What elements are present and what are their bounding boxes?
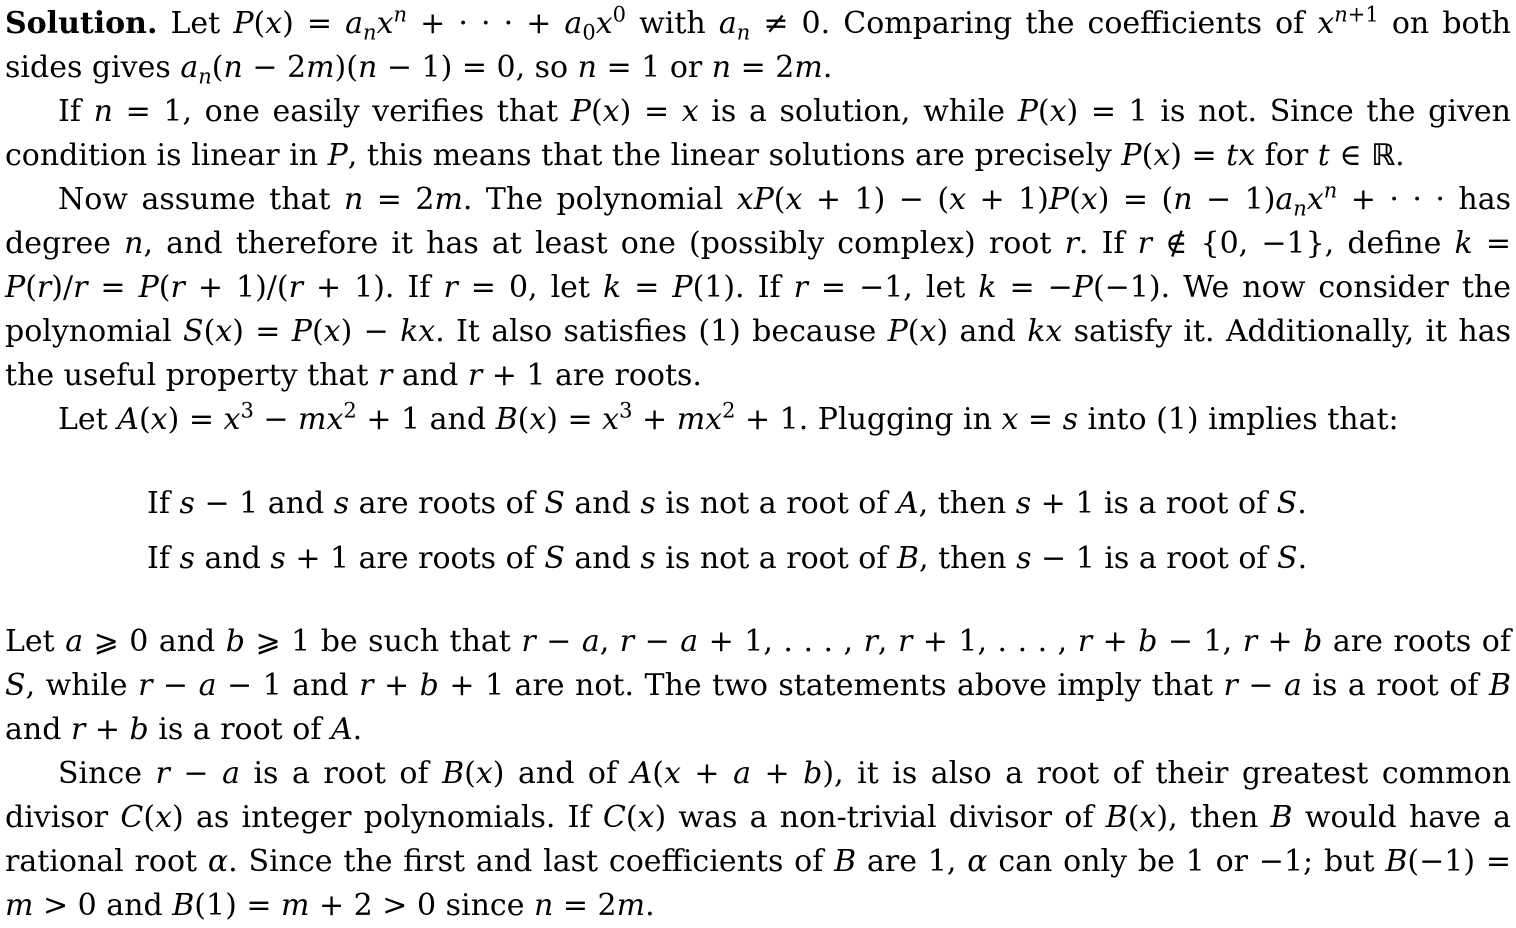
paragraph-4: Let $A(x) = x^3 - mx^2 + 1$ and $B(x) = x^3 + mx^2 + 1$. Plugging in x = s into (1) implies that: [58,398,1399,437]
paragraph-5: Let a ⩾ 0 and b ⩾ 1 be such that r − a, r − a + 1, . . . , r, r + 1, . . . , r + b − 1, r + b are roots of S, while r − a − 1 and r + b + 1 are not. The two statements above imply that r − a is a root of B and r + b is a root of A. [5,624,1512,747]
paragraph-3: Now assume that n = 2m. The polynomial $xP(x + 1) - (x + 1)P(x) = (n - 1)a_nx^n$ + · · · has degree n, and therefore it has at least one (possibly complex) root r. If r ∉ {0, −1}, define k = P(r)/r = P(r + 1)/(r + 1). If r = 0, let k = P(1). If r = −1, let k = −P(−1). We now consider the polynomial S(x) = P(x) − kx. It also satisfies (1) because P(x) and kx satisfy it. Additionally, it has the useful property that r and r + 1 are roots. [5,178,1512,393]
paragraph-6: Since r − a is a root of B(x) and of A(x + a + b), it is also a root of their greatest common divisor C(x) as integer polynomials. If C(x) was a non-trivial divisor of B(x), then B would have a rational root α. Since the first and last coefficients of B are 1, α can only be 1 or −1; but B(−1) = m > 0 and B(1) = m + 2 > 0 since n = 2m. [5,756,1512,923]
solution-label: Solution. [5,6,158,41]
display-statement-2: If s and s + 1 are roots of S and s is not a root of B, then s − 1 is a root of S. [147,541,1308,576]
paragraph-1-body: Let $P(x) = a_nx^n$ + · · · + $a_0x^0$ with $a_n \ne 0$. Comparing the coefficients of $x^{n+1}$ on both sides gives $a_n(n - 2m)(n - 1) = 0$, so n = 1 or n = 2m. [5,2,1511,89]
display-statement-1: If s − 1 and s are roots of S and s is not a root of A, then s + 1 is a root of S. [147,486,1307,521]
display-statements [147,476,1511,586]
solution-text [5,2,1511,928]
paragraph-2: If n = 1, one easily verifies that P(x) = x is a solution, while P(x) = 1 is not. Since the given condition is linear in P, this means that the linear solutions are precisely P(x) = tx for t ∈ ℝ. [5,94,1511,173]
paragraph-1 [5,2,1511,90]
